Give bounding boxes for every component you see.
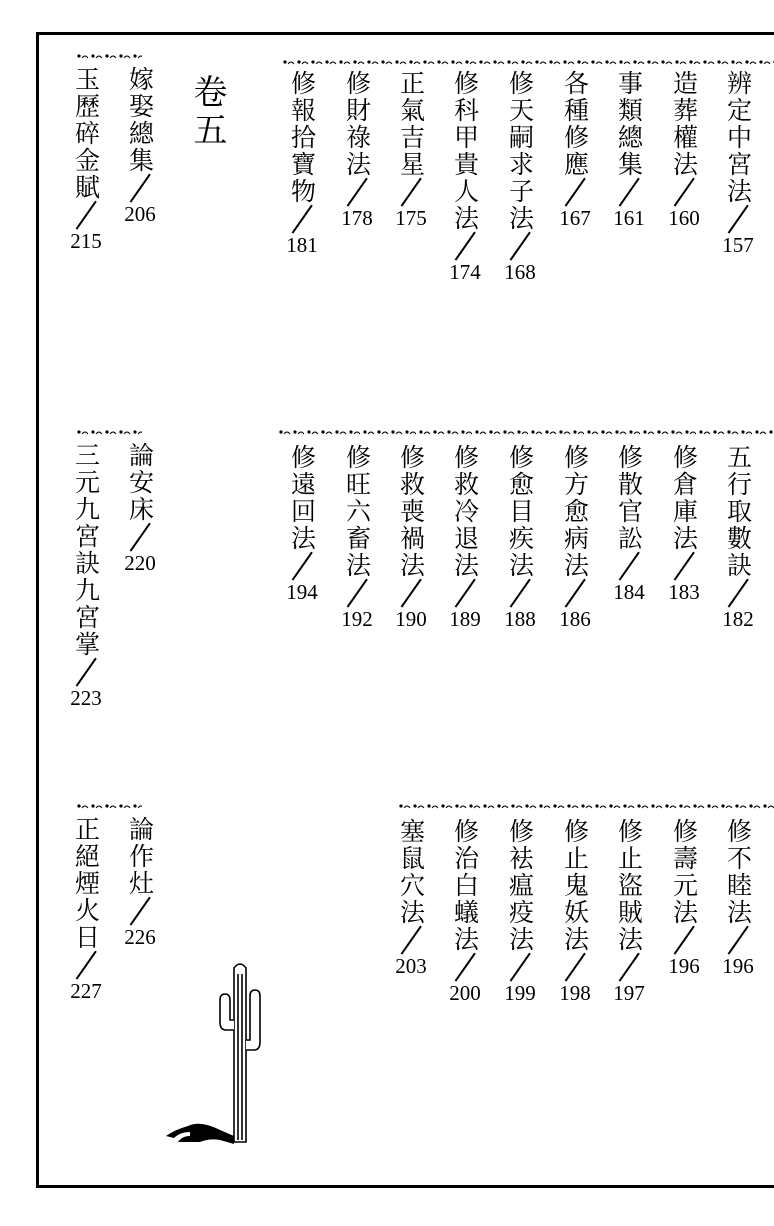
entry-page: 186 [559,607,591,631]
entry-separator [452,579,478,607]
entry-title: 修治白蟻法 [450,818,480,953]
toc-entry[interactable] [445,70,485,284]
entry-title: 塞鼠穴法 [396,818,426,926]
entry-title: 修不睦法 [723,818,753,926]
entry-title: 論作灶 [125,816,155,897]
toc-entry[interactable] [555,444,595,631]
entry-separator [507,953,533,981]
entry-page: 183 [668,580,700,604]
entry-title: 五行取數訣 [723,444,753,579]
entry-title: 修遠回法 [287,444,317,552]
entry-title: 修方愈病法 [560,444,590,579]
entry-page: 182 [722,607,754,631]
entry-page: 157 [722,233,754,257]
toc-entry[interactable] [664,818,704,978]
toc-entry[interactable] [282,444,322,604]
toc-entry[interactable] [391,70,431,230]
dotted-border-top-left [76,52,142,62]
entry-separator [73,658,99,686]
toc-entry[interactable] [391,444,431,631]
toc-entry[interactable] [445,818,485,1005]
toc-entry[interactable] [609,818,649,1005]
toc-entry[interactable] [337,444,377,631]
entry-title: 造葬權法 [669,70,699,178]
entry-title: 事類總集 [614,70,644,178]
entry-page: 189 [449,607,481,631]
entry-separator [452,953,478,981]
entry-page: 203 [395,954,427,978]
entry-title: 修報拾寶物 [287,70,317,205]
toc-entry[interactable] [500,818,540,1005]
entry-page: 200 [449,981,481,1005]
entry-separator [725,926,751,954]
toc-entry[interactable] [718,70,758,257]
entry-page: 206 [124,202,156,226]
entry-separator [73,201,99,229]
toc-entry[interactable] [120,442,160,575]
dotted-border-bottom-right [398,802,774,812]
entry-separator [616,178,642,206]
dotted-border-bottom-left [76,802,142,812]
toc-entry[interactable] [391,818,431,978]
entry-title: 玉歷碎金賦 [71,66,101,201]
entry-page: 199 [504,981,536,1005]
toc-entry[interactable] [500,444,540,631]
entry-title: 修旺六畜法 [342,444,372,579]
toc-entry[interactable] [718,818,758,978]
entry-page: 226 [124,925,156,949]
entry-title: 修止鬼妖法 [560,818,590,953]
entry-title: 各種修應 [560,70,590,178]
entry-title: 正氣吉星 [396,70,426,178]
entry-separator [616,953,642,981]
entry-separator [127,523,153,551]
toc-entry[interactable] [445,444,485,631]
dotted-border-mid-left [76,428,142,438]
entry-page: 160 [668,206,700,230]
entry-separator [671,178,697,206]
cactus-illustration [160,960,270,1150]
toc-entry[interactable] [282,70,322,257]
toc-entry[interactable] [664,70,704,230]
entry-title: 修止盜賊法 [614,818,644,953]
entry-separator [73,951,99,979]
entry-page: 198 [559,981,591,1005]
entry-separator [616,552,642,580]
entry-separator [289,552,315,580]
toc-entry[interactable] [337,70,377,230]
entry-separator [398,926,424,954]
entry-title: 修天嗣求子法 [505,70,535,232]
entry-title: 修壽元法 [669,818,699,926]
entry-title: 修散官訟 [614,444,644,552]
entry-separator [398,579,424,607]
entry-separator [344,579,370,607]
entry-separator [562,953,588,981]
volume-heading: 卷五 [187,74,227,150]
entry-title: 修財祿法 [342,70,372,178]
entry-page: 167 [559,206,591,230]
entry-separator [452,232,478,260]
dotted-border-top-right [282,58,774,68]
entry-page: 223 [70,686,102,710]
entry-page: 196 [722,954,754,978]
toc-entry[interactable] [120,66,160,226]
entry-title: 修倉庫法 [669,444,699,552]
toc-entry[interactable] [66,442,106,710]
entry-page: 192 [341,607,373,631]
entry-page: 197 [613,981,645,1005]
toc-entry[interactable] [718,444,758,631]
entry-separator [398,178,424,206]
entry-page: 215 [70,229,102,253]
entry-title: 修救喪禍法 [396,444,426,579]
entry-separator [671,552,697,580]
entry-page: 175 [395,206,427,230]
entry-title: 三元九宮訣九宮掌 [71,442,101,658]
toc-entry[interactable] [120,816,160,949]
entry-page: 178 [341,206,373,230]
toc-entry[interactable] [66,66,106,253]
toc-entry[interactable] [500,70,540,284]
entry-page: 194 [286,580,318,604]
toc-entry[interactable] [609,444,649,604]
entry-title: 辨定中宮法 [723,70,753,205]
entry-separator [671,926,697,954]
entry-separator [127,897,153,925]
dotted-border-mid-right [278,428,774,438]
entry-page: 196 [668,954,700,978]
entry-title: 正絕煙火日 [71,816,101,951]
entry-page: 188 [504,607,536,631]
entry-separator [725,579,751,607]
entry-separator [507,579,533,607]
toc-entry[interactable] [664,444,704,604]
toc-entry[interactable] [609,70,649,230]
toc-entry[interactable] [555,818,595,1005]
entry-separator [127,174,153,202]
entry-separator [562,178,588,206]
entry-page: 174 [449,260,481,284]
entry-page: 181 [286,233,318,257]
entry-separator [562,579,588,607]
toc-entry[interactable] [555,70,595,230]
entry-page: 190 [395,607,427,631]
entry-title: 修救冷退法 [450,444,480,579]
entry-separator [289,205,315,233]
entry-separator [725,205,751,233]
entry-page: 220 [124,551,156,575]
toc-entry[interactable] [66,816,106,1003]
entry-page: 168 [504,260,536,284]
entry-page: 184 [613,580,645,604]
entry-title: 修袪瘟疫法 [505,818,535,953]
entry-page: 227 [70,979,102,1003]
entry-title: 論安床 [125,442,155,523]
entry-page: 161 [613,206,645,230]
entry-title: 修科甲貴人法 [450,70,480,232]
entry-title: 嫁娶總集 [125,66,155,174]
entry-separator [507,232,533,260]
entry-separator [344,178,370,206]
entry-title: 修愈目疾法 [505,444,535,579]
